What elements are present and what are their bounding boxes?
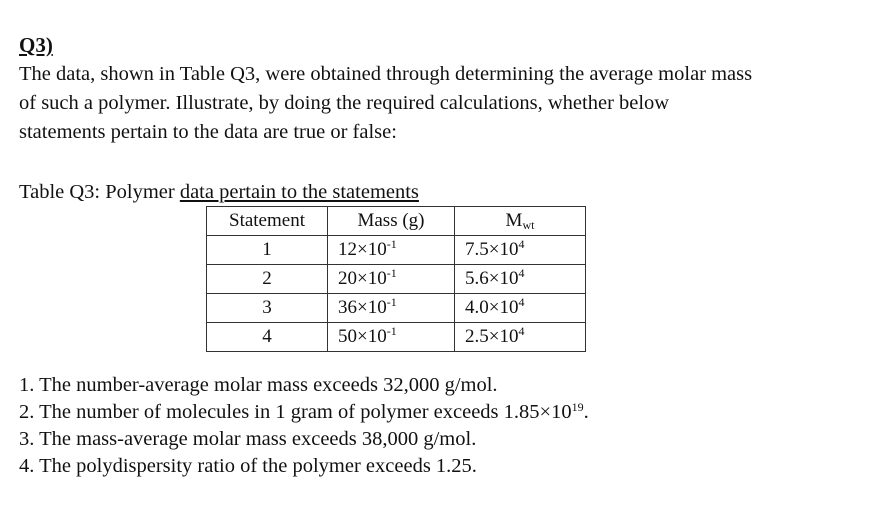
mwt-base: 5.6×10 (465, 267, 519, 289)
intro-line: statements pertain to the data are true or false: (19, 121, 397, 143)
mwt-exponent: 4 (518, 294, 525, 309)
mass-exponent: -1 (386, 323, 397, 338)
header-statement: Statement (207, 207, 328, 236)
table-caption-prefix: Table Q3: Polymer (19, 181, 180, 203)
mwt-base: 2.5×10 (465, 325, 519, 347)
intro-line: of such a polymer. Illustrate, by doing the required calculations, whether below (19, 92, 670, 114)
question-heading: Q3) (19, 33, 53, 57)
cell-mass (328, 236, 455, 265)
table-row (207, 265, 586, 294)
table-row (207, 323, 586, 352)
table-caption-underlined: data pertain to the statements (179, 181, 419, 203)
cell-statement: 4 (207, 323, 328, 352)
statement-text: 2. The number of molecules in 1 gram of polymer exceeds 1.85×10 (19, 401, 572, 423)
mwt-exponent: 4 (518, 236, 525, 251)
table-caption (19, 180, 419, 204)
mass-exponent: -1 (386, 294, 397, 309)
polymer-data-table (206, 206, 586, 352)
table-row (207, 294, 586, 323)
intro-line: The data, shown in Table Q3, were obtained through determining the average molar mass (19, 63, 753, 85)
mass-base: 20×10 (338, 267, 387, 289)
mass-base: 12×10 (338, 238, 387, 260)
statement-text: 3. The mass-average molar mass exceeds 38,000 g/mol. (19, 428, 477, 450)
cell-statement: 3 (207, 294, 328, 323)
cell-mwt (455, 323, 586, 352)
cell-mwt (455, 265, 586, 294)
table-header-row (207, 207, 586, 236)
mwt-base: 4.0×10 (465, 296, 519, 318)
cell-mass (328, 323, 455, 352)
mass-base: 50×10 (338, 325, 387, 347)
mass-base: 36×10 (338, 296, 387, 318)
statement-exponent: 19 (571, 400, 584, 414)
question-intro (19, 60, 864, 147)
mass-exponent: -1 (386, 265, 397, 280)
mass-exponent: -1 (386, 236, 397, 251)
cell-statement: 2 (207, 265, 328, 294)
statement-text: 1. The number-average molar mass exceeds 32,000 g/mol. (19, 374, 498, 396)
cell-statement: 1 (207, 236, 328, 265)
cell-mwt (455, 294, 586, 323)
statement-suffix: . (583, 401, 589, 423)
header-mwt (455, 207, 586, 236)
mwt-exponent: 4 (518, 323, 525, 338)
statements-list (19, 372, 589, 480)
mwt-base: 7.5×10 (465, 238, 519, 260)
cell-mwt (455, 236, 586, 265)
header-mwt-main: M (505, 209, 523, 231)
cell-mass (328, 265, 455, 294)
statement-item (19, 372, 589, 399)
header-mwt-sub: wt (522, 217, 535, 232)
statement-item (19, 453, 589, 480)
cell-mass (328, 294, 455, 323)
table-row (207, 236, 586, 265)
statement-text: 4. The polydispersity ratio of the polymer exceeds 1.25. (19, 455, 477, 477)
statement-item (19, 399, 589, 426)
mwt-exponent: 4 (518, 265, 525, 280)
statement-item (19, 426, 589, 453)
header-mass: Mass (g) (328, 207, 455, 236)
